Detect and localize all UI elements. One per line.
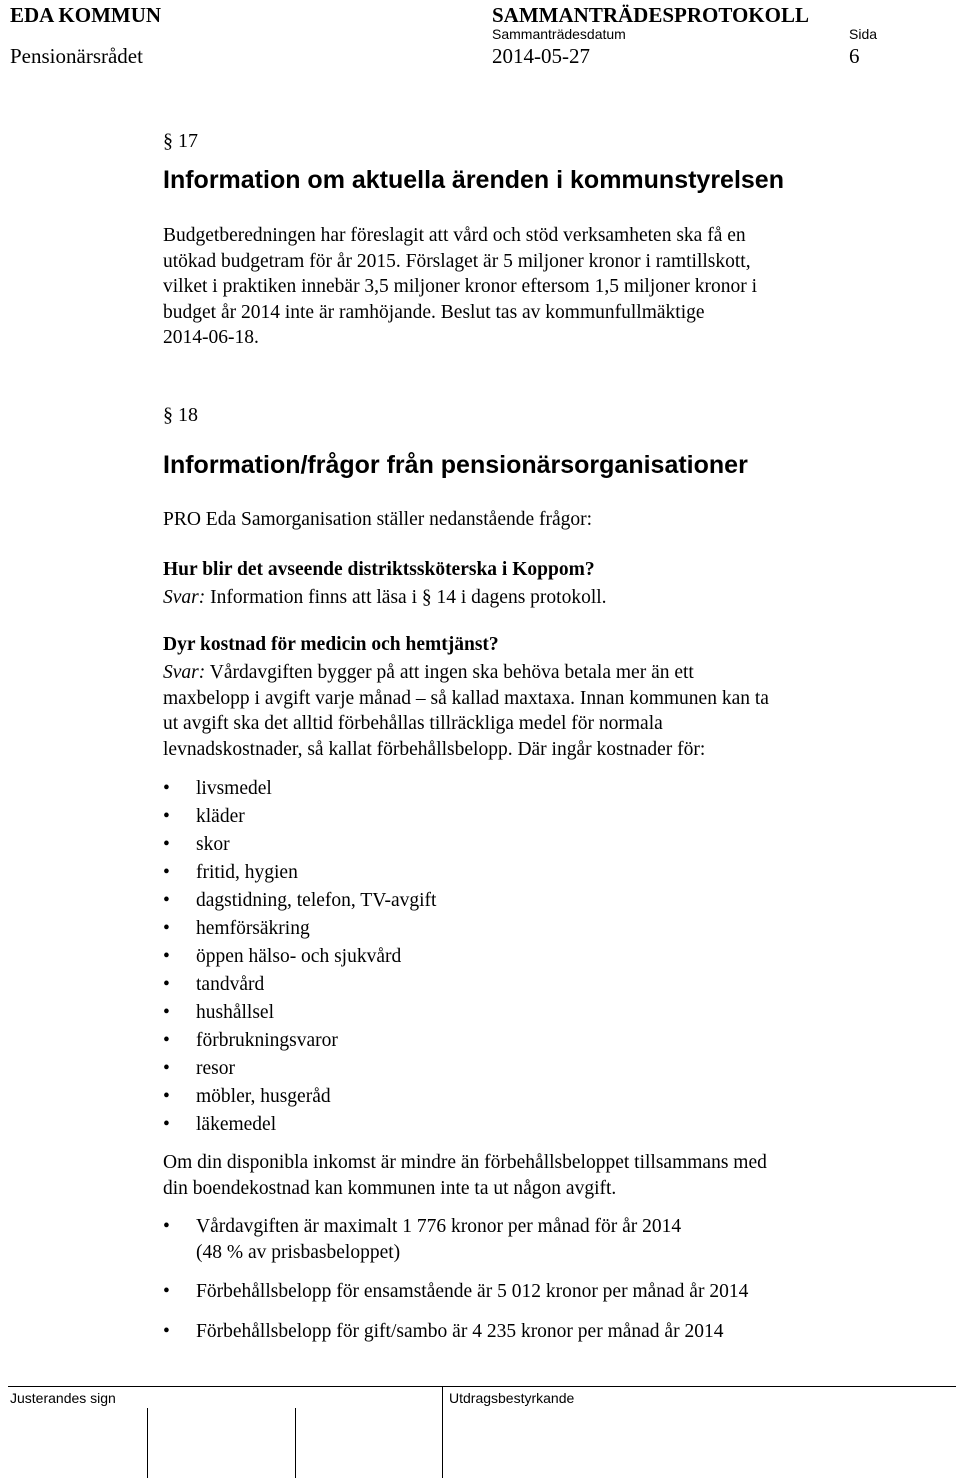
- section-18-heading: Information/frågor från pensionärsorganisationer: [163, 451, 748, 479]
- fact-line: Förbehållsbelopp för gift/sambo är 4 235 kronor per månad år 2014: [196, 1321, 724, 1342]
- list-item: • öppen hälso- och sjukvård: [163, 943, 663, 971]
- utdragsbestyrkande-label: Utdragsbestyrkande: [449, 1390, 575, 1406]
- answer-line: maxbelopp i avgift varje månad – så kallad maxtaxa. Innan kommunen kan ta: [163, 687, 769, 709]
- list-item: • hemförsäkring: [163, 915, 663, 943]
- list-item: • skor: [163, 831, 663, 859]
- fact-line: Vårdavgiften är maximalt 1 776 kronor per månad för år 2014: [196, 1216, 682, 1237]
- bullet-icon: •: [163, 778, 170, 799]
- document-type: SAMMANTRÄDESPROTOKOLL: [492, 3, 809, 27]
- answer-label: Svar:: [163, 587, 206, 608]
- body-line: budget år 2014 inte är ramhöjande. Beslut tas av kommunfullmäktige: [163, 301, 705, 323]
- bullet-icon: •: [163, 1216, 170, 1237]
- question-2: Dyr kostnad för medicin och hemtjänst?: [163, 634, 499, 655]
- date-label: Sammanträdesdatum: [492, 26, 626, 42]
- list-item: • resor: [163, 1055, 663, 1083]
- bullet-icon: •: [163, 890, 170, 911]
- bullet-icon: •: [163, 806, 170, 827]
- list-item: • tandvård: [163, 971, 663, 999]
- body-line: 2014-06-18.: [163, 327, 259, 348]
- page-number: 6: [849, 44, 860, 68]
- answer-label: Svar:: [163, 662, 206, 683]
- body-line: Budgetberedningen har föreslagit att vård och stöd verksamheten ska få en: [163, 225, 746, 246]
- page-label: Sida: [849, 26, 878, 42]
- answer-line: levnadskostnader, så kallat förbehållsbelopp. Där ingår kostnader för:: [163, 738, 706, 760]
- answer-2: [163, 660, 883, 762]
- signature-box-divider: [147, 1408, 148, 1478]
- section-18-intro: PRO Eda Samorganisation ställer nedanstående frågor:: [163, 509, 593, 530]
- answer-1: [163, 585, 607, 611]
- fact-line: (48 % av prisbasbeloppet): [196, 1242, 401, 1263]
- footer-divider: [8, 1386, 956, 1387]
- body-line: din boendekostnad kan kommunen inte ta ut någon avgift.: [163, 1177, 617, 1199]
- footer-separator: [442, 1386, 443, 1478]
- signature-box-divider: [295, 1408, 296, 1478]
- bullet-icon: •: [163, 1086, 170, 1107]
- list-item: • fritid, hygien: [163, 859, 663, 887]
- answer-line: ut avgift ska det alltid förbehållas tillräckliga medel för normala: [163, 713, 663, 734]
- answer-line: Vårdavgiften bygger på att ingen ska behöva betala mer än ett: [209, 662, 694, 683]
- question-1: Hur blir det avseende distriktssköterska i Koppom?: [163, 559, 595, 580]
- fact-line: Förbehållsbelopp för ensamstående är 5 012 kronor per månad år 2014: [196, 1281, 749, 1302]
- list-item: • möbler, husgeråd: [163, 1083, 663, 1111]
- bullet-icon: •: [163, 918, 170, 939]
- justerandes-sign-label: Justerandes sign: [10, 1390, 116, 1406]
- list-item: • hushållsel: [163, 999, 663, 1027]
- cost-items-list: [163, 775, 663, 1139]
- meeting-date: 2014-05-27: [492, 44, 590, 68]
- section-18-number: § 18: [163, 404, 198, 426]
- bullet-icon: •: [163, 1114, 170, 1135]
- bullet-icon: •: [163, 862, 170, 883]
- body-line: vilket i praktiken innebär 3,5 miljoner kronor eftersom 1,5 miljoner kronor i: [163, 276, 758, 297]
- bullet-icon: •: [163, 834, 170, 855]
- org-name: EDA KOMMUN: [10, 3, 162, 27]
- list-item: • förbrukningsvaror: [163, 1027, 663, 1055]
- list-item: • livsmedel: [163, 775, 663, 803]
- list-item: • läkemedel: [163, 1111, 663, 1139]
- section-17-number: § 17: [163, 130, 198, 152]
- answer-text: Information finns att läsa i § 14 i dagens protokoll.: [210, 587, 607, 608]
- list-item: • kläder: [163, 803, 663, 831]
- body-name: Pensionärsrådet: [10, 44, 143, 68]
- bullet-icon: •: [163, 1321, 170, 1342]
- bullet-icon: •: [163, 1281, 170, 1302]
- bullet-icon: •: [163, 1002, 170, 1023]
- bullet-icon: •: [163, 946, 170, 967]
- section-17-body: [163, 223, 883, 351]
- bullet-icon: •: [163, 1058, 170, 1079]
- body-line: Om din disponibla inkomst är mindre än förbehållsbeloppet tillsammans med: [163, 1152, 767, 1173]
- bullet-icon: •: [163, 974, 170, 995]
- after-list-paragraph: [163, 1150, 903, 1201]
- bullet-icon: •: [163, 1030, 170, 1051]
- section-17-heading: Information om aktuella ärenden i kommunstyrelsen: [163, 166, 784, 194]
- list-item: • dagstidning, telefon, TV-avgift: [163, 887, 663, 915]
- body-line: utökad budgetram för år 2015. Förslaget är 5 miljoner kronor i ramtillskott,: [163, 250, 751, 272]
